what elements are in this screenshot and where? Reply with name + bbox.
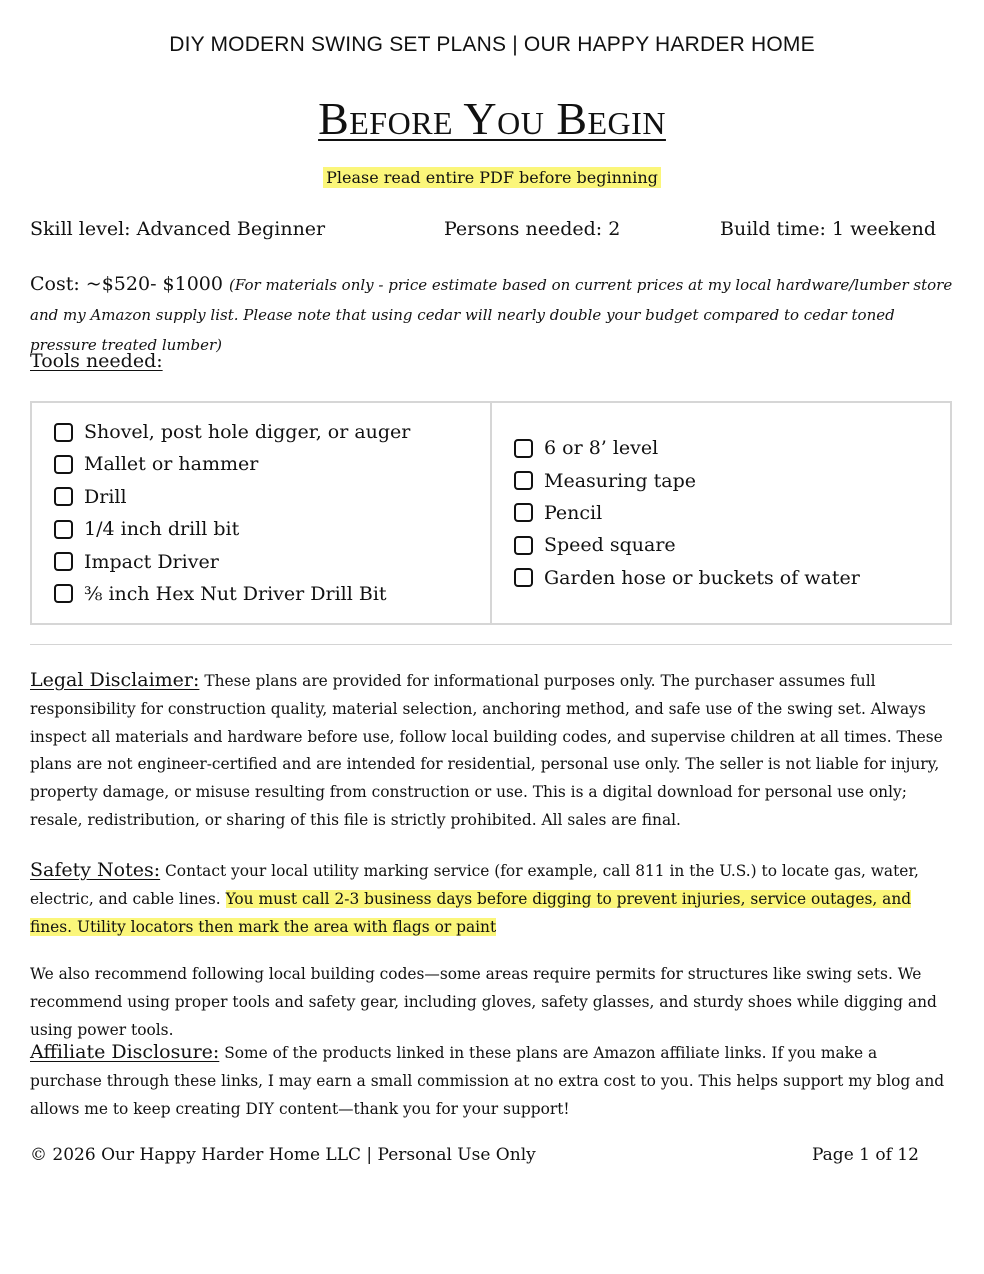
checkbox-icon[interactable] — [514, 503, 533, 522]
affiliate-disclosure — [30, 1039, 952, 1123]
tool-item[interactable] — [54, 578, 490, 610]
tool-label: Measuring tape — [544, 469, 696, 492]
safety-text: Contact your local utility marking service (for example, call 811 in the U.S.) to locate gas, water, electric, and cable lines. — [30, 862, 919, 908]
tool-item[interactable] — [54, 481, 490, 513]
tool-item[interactable] — [514, 464, 950, 496]
tool-label: ⅜ inch Hex Nut Driver Drill Bit — [84, 582, 387, 605]
checkbox-icon[interactable] — [54, 423, 73, 442]
footer-copyright: © 2026 Our Happy Harder Home LLC | Personal Use Only — [30, 1145, 536, 1165]
legal-heading: Legal Disclaimer: — [30, 669, 200, 691]
tool-item[interactable] — [54, 513, 490, 545]
persons-needed: Persons needed: 2 — [444, 218, 621, 240]
tool-item[interactable] — [54, 416, 490, 448]
tools-column-left — [32, 403, 490, 623]
notice-banner — [0, 168, 984, 187]
footer-page-number: Page 1 of 12 — [812, 1145, 919, 1165]
tool-item[interactable] — [514, 497, 950, 529]
affiliate-text: Some of the products linked in these plans are Amazon affiliate links. If you make a purchase through these links, I may earn a small commission at no extra cost to you. This helps support my blog and allows me to keep creating DIY content—thank you for your support! — [30, 1044, 945, 1118]
tool-label: 1/4 inch drill bit — [84, 518, 240, 541]
checkbox-icon[interactable] — [514, 536, 533, 555]
cost-paragraph — [30, 270, 960, 360]
build-time: Build time: 1 weekend — [720, 218, 937, 240]
tool-item[interactable] — [514, 432, 950, 464]
page-title: Before You Begin — [318, 93, 666, 144]
recommend-text: We also recommend following local building codes—some areas require permits for structures like swing sets. We recommend using proper tools and safety gear, including gloves, safety glasses, and sturdy shoes while digging and using power tools. — [30, 965, 937, 1039]
section-divider — [30, 644, 952, 645]
tool-label: Impact Driver — [84, 550, 219, 573]
legal-disclaimer — [30, 667, 952, 835]
safety-heading: Safety Notes: — [30, 859, 161, 881]
tools-checklist — [30, 401, 952, 625]
legal-text: These plans are provided for informational purposes only. The purchaser assumes full responsibility for construction quality, material selection, anchoring method, and safe use of the swing set. Always inspect all materials and hardware before use, follow local building codes, and supervise children at all times. These plans are not engineer-certified and are intended for residential, personal use only. The seller is not liable for injury, property damage, or misuse resulting from construction or use. This is a digital download for personal use only; resale, redistribution, or sharing of this file is strictly prohibited. All sales are final. — [30, 672, 943, 829]
tool-label: Shovel, post hole digger, or auger — [84, 421, 411, 444]
cost-note: (For materials only - price estimate based on current prices at my local hardware/lumber store and my Amazon supply list. Please note that using cedar will nearly double your budget compared to cedar toned pressure treated lumber) — [30, 276, 953, 354]
checkbox-icon[interactable] — [514, 471, 533, 490]
recommendation-paragraph — [30, 961, 952, 1044]
tool-label: Drill — [84, 485, 127, 508]
tools-column-right — [490, 403, 950, 623]
tools-heading: Tools needed: — [30, 350, 163, 372]
tool-label: Speed square — [544, 534, 676, 557]
tool-item[interactable] — [514, 529, 950, 561]
skill-level: Skill level: Advanced Beginner — [30, 218, 326, 240]
affiliate-heading: Affiliate Disclosure: — [30, 1041, 220, 1063]
tool-label: Pencil — [544, 501, 603, 524]
checkbox-icon[interactable] — [514, 568, 533, 587]
tool-item[interactable] — [54, 545, 490, 577]
cost-amount: Cost: ~$520- $1000 — [30, 273, 223, 295]
checkbox-icon[interactable] — [514, 439, 533, 458]
running-header: DIY MODERN SWING SET PLANS | OUR HAPPY HARDER HOME — [169, 33, 815, 56]
safety-notes — [30, 857, 952, 941]
checkbox-icon[interactable] — [54, 552, 73, 571]
tool-label: 6 or 8’ level — [544, 437, 659, 460]
checkbox-icon[interactable] — [54, 520, 73, 539]
checkbox-icon[interactable] — [54, 487, 73, 506]
checkbox-icon[interactable] — [54, 455, 73, 474]
notice-text: Please read entire PDF before beginning — [323, 167, 661, 188]
tool-label: Garden hose or buckets of water — [544, 566, 860, 589]
checkbox-icon[interactable] — [54, 584, 73, 603]
tool-item[interactable] — [54, 448, 490, 480]
tool-label: Mallet or hammer — [84, 453, 259, 476]
safety-highlight: You must call 2-3 business days before digging to prevent injuries, service outages, and fines. Utility locators then mark the area with flags or paint — [30, 889, 912, 936]
tool-item[interactable] — [514, 562, 950, 594]
